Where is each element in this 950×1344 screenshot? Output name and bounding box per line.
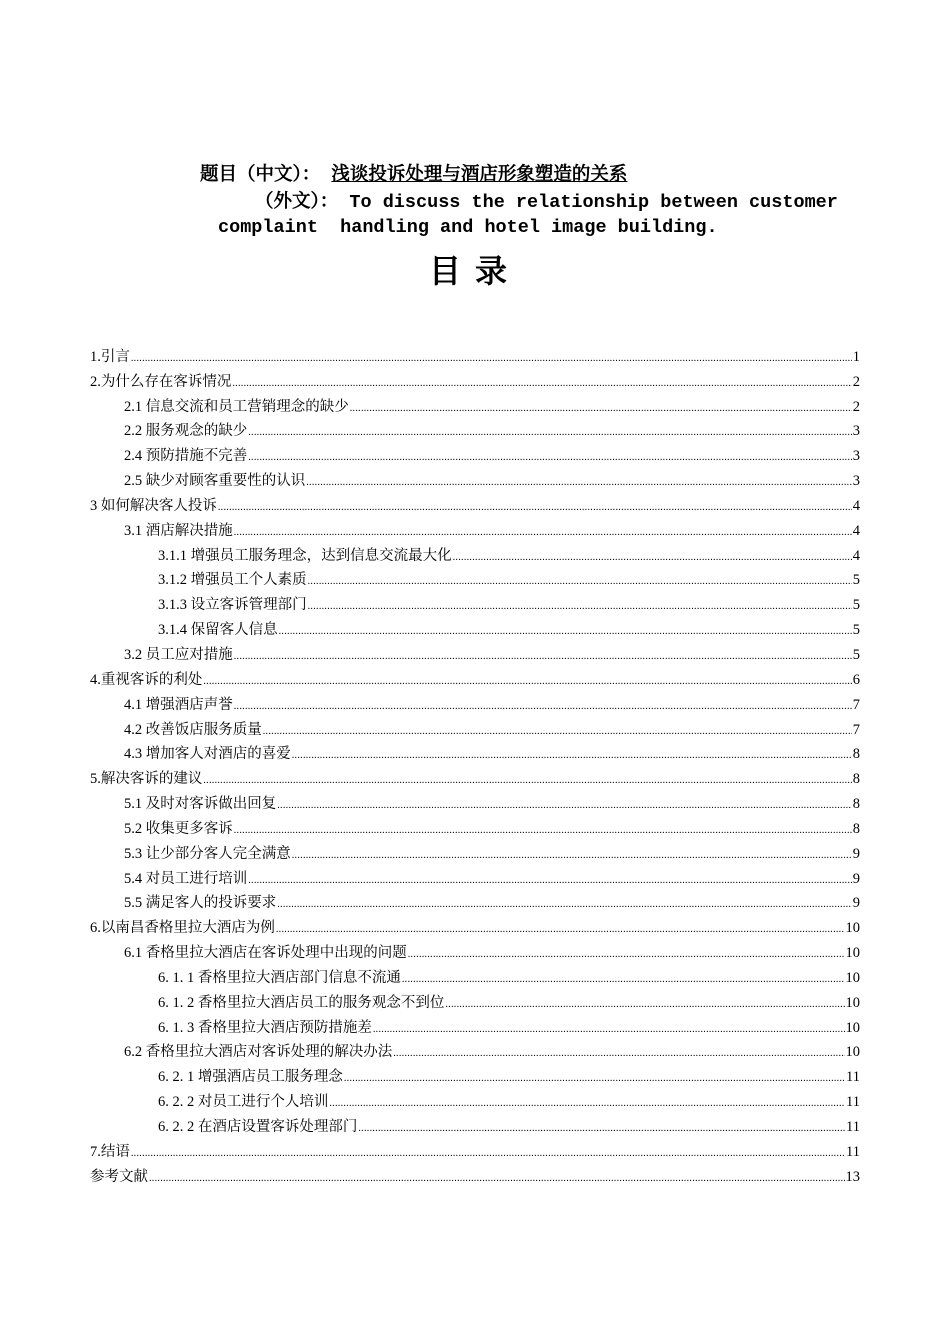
toc-entry-page: 1 — [852, 348, 860, 365]
toc-entry-label: 4.2 改善饭店服务质量 — [124, 721, 262, 738]
toc-entry-page: 5 — [852, 597, 860, 614]
toc-entry-page: 5 — [852, 622, 860, 639]
toc-entry[interactable] — [90, 1086, 860, 1111]
toc-dot-leader — [248, 874, 852, 887]
toc-entry-page: 8 — [852, 820, 860, 837]
toc-dot-leader — [453, 551, 852, 564]
toc-entry[interactable] — [90, 714, 860, 739]
toc-entry-label: 5.1 及时对客诉做出回复 — [124, 796, 277, 813]
english-title-line-2: complaint handling and hotel image building. — [218, 217, 718, 238]
toc-entry-label: 6. 2. 2 对员工进行个人培训 — [158, 1094, 329, 1111]
toc-entry-label: 3.1.2 增强员工个人素质 — [158, 572, 307, 589]
toc-entry[interactable] — [90, 565, 860, 590]
toc-entry[interactable] — [90, 888, 860, 913]
toc-entry[interactable] — [90, 763, 860, 788]
toc-entry-page: 10 — [845, 969, 860, 986]
toc-entry-label: 4.3 增加客人对酒店的喜爱 — [124, 746, 291, 763]
toc-dot-leader — [292, 749, 852, 762]
toc-entry-page: 6 — [852, 671, 860, 688]
english-title-part-1: To discuss the relationship between customer — [349, 192, 838, 213]
toc-dot-leader — [234, 526, 852, 539]
toc-entry-label: 2.5 缺少对顾客重要性的认识 — [124, 473, 306, 490]
toc-dot-leader — [402, 973, 845, 986]
toc-entry-label: 2.2 服务观念的缺少 — [124, 423, 248, 440]
toc-entry-page: 11 — [846, 1143, 860, 1160]
toc-entry-page: 9 — [852, 895, 860, 912]
toc-entry-label: 5.解决客诉的建议 — [90, 771, 203, 788]
toc-entry-page: 2 — [852, 373, 860, 390]
toc-entry-label: 5.5 满足客人的投诉要求 — [124, 895, 277, 912]
toc-entry[interactable] — [90, 1111, 860, 1136]
toc-entry-page: 3 — [852, 423, 860, 440]
toc-entry[interactable] — [90, 788, 860, 813]
toc-dot-leader — [350, 402, 852, 415]
toc-entry-page: 11 — [846, 1094, 860, 1111]
toc-entry[interactable] — [90, 1061, 860, 1086]
toc-dot-leader — [344, 1072, 845, 1085]
toc-entry[interactable] — [90, 440, 860, 465]
toc-dot-leader — [292, 849, 852, 862]
toc-entry-page: 3 — [852, 448, 860, 465]
toc-entry-page: 5 — [852, 646, 860, 663]
toc-entry[interactable] — [90, 1161, 860, 1186]
toc-dot-leader — [373, 1023, 845, 1036]
toc-entry-page: 8 — [852, 746, 860, 763]
toc-dot-leader — [279, 625, 852, 638]
toc-entry-label: 6.以南昌香格里拉大酒店为例 — [90, 920, 275, 937]
toc-entry-label: 6. 2. 2 在酒店设置客诉处理部门 — [158, 1119, 358, 1135]
toc-entry-label: 6. 1. 3 香格里拉大酒店预防措施差 — [158, 1019, 372, 1036]
toc-dot-leader — [393, 1047, 844, 1060]
toc-entry-page: 11 — [846, 1069, 860, 1086]
toc-dot-leader — [203, 675, 851, 688]
toc-entry-page: 9 — [852, 845, 860, 862]
toc-entry[interactable] — [90, 341, 860, 366]
toc-entry-page: 10 — [845, 994, 860, 1011]
toc-entry-page: 8 — [852, 771, 860, 788]
toc-entry-label: 5.4 对员工进行培训 — [124, 870, 248, 887]
toc-entry[interactable] — [90, 589, 860, 614]
toc-entry[interactable] — [90, 490, 860, 515]
toc-dot-leader — [277, 898, 852, 911]
toc-dot-leader — [131, 352, 852, 365]
toc-entry[interactable] — [90, 416, 860, 441]
toc-entry[interactable] — [90, 639, 860, 664]
toc-entry[interactable] — [90, 937, 860, 962]
toc-dot-leader — [358, 1122, 845, 1135]
toc-entry-page: 11 — [846, 1119, 860, 1135]
toc-entry-page: 7 — [852, 696, 860, 713]
toc-entry[interactable] — [90, 1012, 860, 1037]
toc-entry-label: 参考文献 — [90, 1168, 148, 1185]
toc-entry-label: 3.1 酒店解决措施 — [124, 522, 233, 539]
toc-dot-leader — [263, 725, 852, 738]
toc-entry[interactable] — [90, 391, 860, 416]
toc-entry-page: 13 — [845, 1168, 860, 1185]
toc-entry-label: 2.4 预防措施不完善 — [124, 448, 248, 465]
toc-entry-label: 6. 2. 1 增强酒店员工服务理念 — [158, 1069, 343, 1086]
toc-entry-label: 4.重视客诉的利处 — [90, 671, 203, 688]
toc-entry-label: 4.1 增强酒店声誉 — [124, 696, 233, 713]
toc-entry-page: 8 — [852, 796, 860, 813]
toc-dot-leader — [306, 476, 852, 489]
toc-entry[interactable] — [90, 540, 860, 565]
toc-dot-leader — [234, 824, 852, 837]
toc-entry-page: 3 — [852, 473, 860, 490]
toc-entry-page: 9 — [852, 870, 860, 887]
toc-entry-page: 10 — [845, 1044, 860, 1061]
toc-dot-leader — [232, 377, 851, 390]
toc-entry[interactable] — [90, 987, 860, 1012]
toc-dot-leader — [308, 600, 852, 613]
toc-entry-label: 7.结语 — [90, 1143, 130, 1160]
toc-entry[interactable] — [90, 614, 860, 639]
title-colon: ： — [301, 165, 321, 186]
toc-entry[interactable] — [90, 838, 860, 863]
toc-entry-label: 3.1.1 增强员工服务理念，达到信息交流最大化 — [158, 547, 452, 564]
toc-entry-label: 3 如何解决客人投诉 — [90, 497, 217, 514]
toc-dot-leader — [149, 1172, 845, 1185]
table-of-contents — [90, 341, 860, 1186]
toc-entry[interactable] — [90, 689, 860, 714]
toc-entry-label: 2.1 信息交流和员工营销理念的缺少 — [124, 398, 349, 415]
toc-entry-label: 6. 1. 1 香格里拉大酒店部门信息不流通 — [158, 969, 401, 986]
toc-entry[interactable] — [90, 515, 860, 540]
toc-dot-leader — [277, 799, 852, 812]
toc-dot-leader — [248, 451, 852, 464]
toc-entry-page: 10 — [845, 945, 860, 962]
chinese-title: 浅谈投诉处理与酒店形象塑造的关系 — [331, 165, 628, 186]
chinese-title-label: 题目（中文） — [200, 165, 302, 186]
toc-entry-page: 4 — [852, 547, 860, 564]
toc-dot-leader — [234, 650, 852, 663]
toc-entry-label: 6. 1. 2 香格里拉大酒店员工的服务观念不到位 — [158, 994, 445, 1011]
toc-dot-leader — [308, 575, 852, 588]
toc-entry-label: 6.2 香格里拉大酒店对客诉处理的解决办法 — [124, 1044, 393, 1061]
toc-entry[interactable] — [90, 465, 860, 490]
toc-entry-label: 2.为什么存在客诉情况 — [90, 373, 232, 390]
toc-heading: 目录 — [428, 252, 521, 290]
toc-entry-page: 10 — [845, 920, 860, 937]
toc-entry-label: 3.2 员工应对措施 — [124, 646, 233, 663]
toc-entry[interactable] — [90, 366, 860, 391]
english-title-line-1 — [255, 190, 838, 215]
toc-entry-label: 6.1 香格里拉大酒店在客诉处理中出现的问题 — [124, 945, 407, 962]
toc-entry[interactable] — [90, 664, 860, 689]
toc-entry-page: 4 — [852, 497, 860, 514]
toc-entry-page: 5 — [852, 572, 860, 589]
toc-entry[interactable] — [90, 863, 860, 888]
toc-entry-page: 4 — [852, 522, 860, 539]
toc-entry-label: 5.3 让少部分客人完全满意 — [124, 845, 291, 862]
toc-entry[interactable] — [90, 962, 860, 987]
toc-dot-leader — [234, 700, 852, 713]
toc-dot-leader — [276, 923, 845, 936]
chinese-title-line — [200, 163, 627, 188]
toc-entry-label: 1.引言 — [90, 348, 130, 365]
toc-dot-leader — [408, 948, 845, 961]
toc-entry[interactable] — [90, 1136, 860, 1161]
toc-entry-page: 2 — [852, 398, 860, 415]
toc-entry[interactable] — [90, 912, 860, 937]
english-title-label: （外文） — [255, 192, 320, 213]
title-colon: ： — [319, 192, 339, 213]
toc-dot-leader — [248, 426, 852, 439]
toc-dot-leader — [131, 1147, 845, 1160]
toc-dot-leader — [329, 1097, 845, 1110]
toc-entry-page: 10 — [845, 1019, 860, 1036]
toc-entry-label: 3.1.3 设立客诉管理部门 — [158, 597, 307, 614]
toc-dot-leader — [218, 501, 852, 514]
toc-dot-leader — [203, 774, 851, 787]
toc-entry-page: 7 — [852, 721, 860, 738]
toc-entry[interactable] — [90, 1037, 860, 1062]
toc-entry-label: 3.1.4 保留客人信息 — [158, 622, 278, 639]
toc-dot-leader — [445, 998, 844, 1011]
toc-entry[interactable] — [90, 739, 860, 764]
toc-entry-label: 5.2 收集更多客诉 — [124, 820, 233, 837]
toc-entry[interactable] — [90, 813, 860, 838]
